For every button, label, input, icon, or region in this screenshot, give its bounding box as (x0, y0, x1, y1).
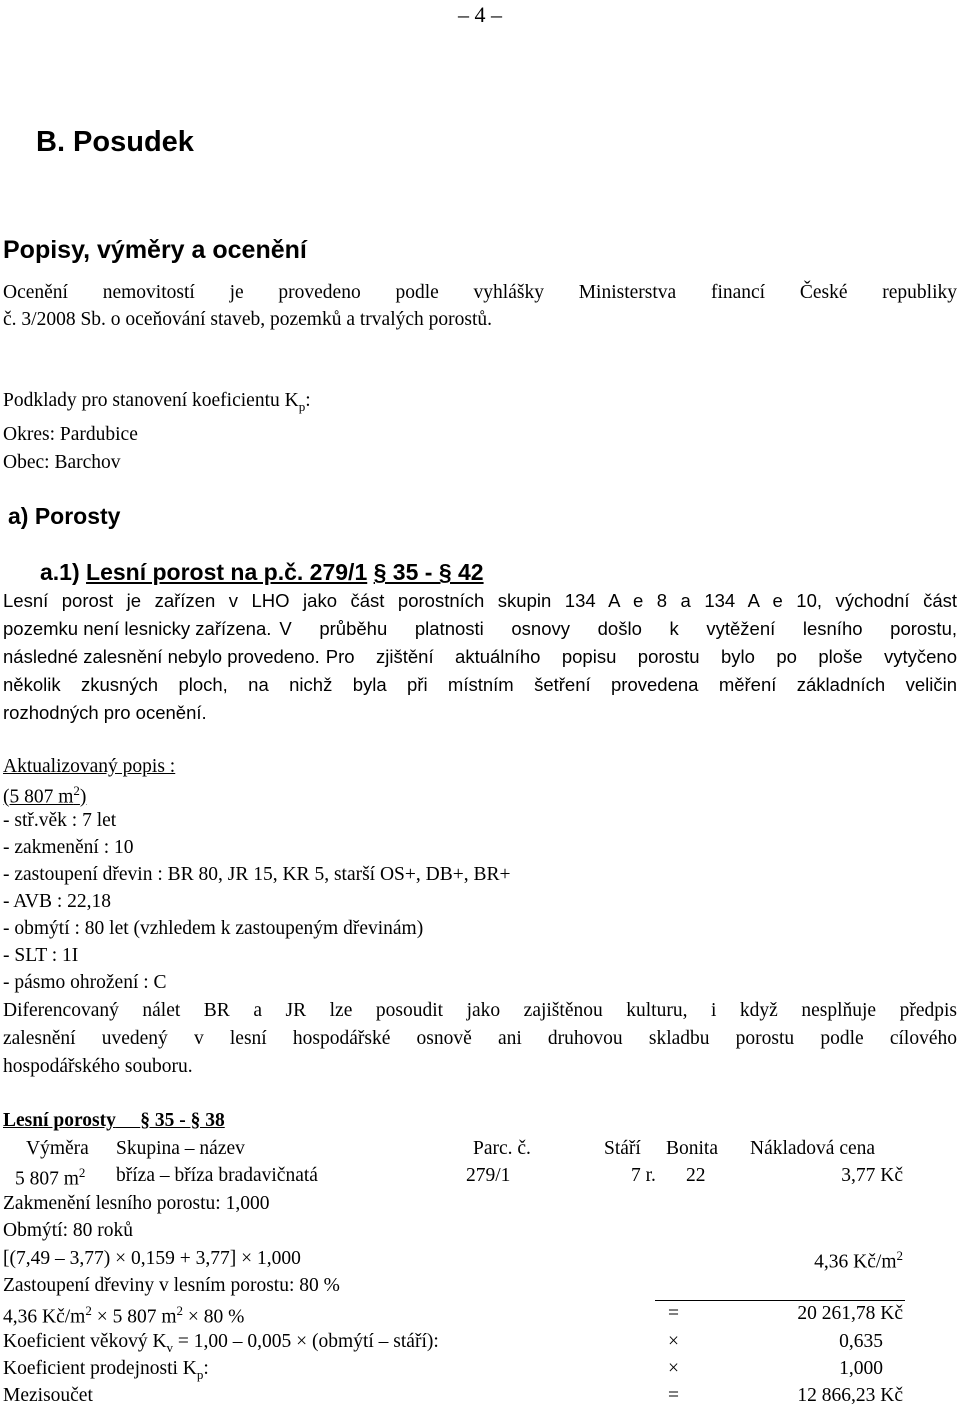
popis-item: - obmýtí : 80 let (vzhledem k zastoupeným dřevinám) (3, 918, 424, 939)
intro-word: republiky (882, 282, 957, 303)
formula-value-sup: 2 (896, 1248, 903, 1263)
formula-line: [(7,49 – 3,77) × 0,159 + 3,77] × 1,000 (3, 1248, 301, 1269)
kp-operator: × (668, 1358, 679, 1379)
product-operator: = (668, 1303, 679, 1324)
product-a: 4,36 Kč/m (3, 1306, 86, 1328)
intro-word: Ocenění (3, 282, 68, 303)
porost-line2-b: V průběhu platnosti osnovy došlo k vytěžení lesního porostu, (279, 618, 957, 639)
lesni-porost-link[interactable]: Lesní porost na p.č. 279/1 (86, 559, 368, 585)
row-vymera-sup: 2 (78, 1165, 86, 1180)
obec-label: Obec: (3, 452, 50, 473)
kp-b: : (203, 1358, 209, 1379)
calc-title-b: § 35 - § 38 (140, 1110, 225, 1131)
row-parc: 279/1 (466, 1165, 511, 1186)
porost-paragraph-line-3 (3, 646, 957, 668)
product-sup-2: 2 (176, 1303, 183, 1318)
obec-line (3, 452, 121, 474)
intro-word: je (229, 282, 244, 303)
kp-title-colon: : (305, 390, 311, 411)
formula-value-text: 4,36 Kč/m (814, 1251, 897, 1273)
porost-line3-a: následné zalesnění nebylo provedeno. (3, 646, 320, 667)
lesni-porost-heading (40, 559, 484, 586)
intro-word: financí (710, 282, 766, 303)
col-header-parc: Parc. č. (473, 1138, 531, 1159)
porost-paragraph-line-2 (3, 618, 957, 640)
kultura-paragraph-line-2: zalesnění uvedený v lesní hospodářské osnově ani druhovou skladbu porostu podle cílového (3, 1028, 957, 1049)
product-b: × 5 807 m (91, 1306, 177, 1328)
section-title: B. Posudek (36, 126, 194, 158)
aktualni-area (3, 783, 86, 809)
calc-title (3, 1110, 225, 1132)
page-number: – 4 – (458, 2, 502, 27)
obec-value: Barchov (54, 452, 121, 473)
okres-line (3, 424, 138, 446)
page-heading: Popisy, výměry a ocenění (3, 236, 307, 264)
aktualni-area-a: (5 807 m (3, 786, 74, 808)
okres-value: Pardubice (59, 424, 138, 445)
zastoupeni-line: Zastoupení dřeviny v lesním porostu: 80 % (3, 1275, 340, 1296)
intro-word: České (799, 282, 848, 303)
kultura-paragraph-line-1: Diferencovaný nálet BR a JR lze posoudit jako zajištěnou kulturu, i když nesplňuje předpis (3, 1000, 957, 1021)
kv-b: = 1,00 – 0,005 × (obmýtí – stáří): (173, 1331, 439, 1352)
kultura-paragraph-line-3: hospodářského souboru. (3, 1056, 193, 1077)
mezisoucet-label: Mezisoučet (3, 1385, 93, 1406)
col-header-vymera: Výměra (26, 1138, 89, 1159)
intro-word: vyhlášky (473, 282, 544, 303)
popis-item: - zastoupení dřevin : BR 80, JR 15, KR 5, starší OS+, DB+, BR+ (3, 864, 511, 885)
kp-title (3, 390, 311, 415)
product-c: × 80 % (183, 1306, 245, 1328)
kv-value: 0,635 (839, 1331, 883, 1352)
porost-paragraph-line-1: Lesní porost je zařízen v LHO jako část porostních skupin 134 A e 8 a 134 A e 10, východní část (3, 590, 957, 611)
porost-paragraph-line-4: několik zkusných ploch, na nichž byla při místním šetření provedena měření základních veličin (3, 674, 957, 695)
porost-paragraph-line-5: rozhodných pro ocenění. (3, 702, 207, 723)
col-header-naklad: Nákladová cena (750, 1138, 876, 1159)
kv-line (3, 1331, 439, 1356)
zakmeneni-line: Zakmenění lesního porostu: 1,000 (3, 1193, 270, 1214)
product-line (3, 1303, 244, 1329)
product-value: 20 261,78 Kč (797, 1303, 903, 1324)
lesni-porost-paragraph: § 35 - § 42 (373, 559, 484, 585)
porost-line2-a: pozemku není lesnicky zařízena. (3, 618, 272, 639)
intro-paragraph-line-2: č. 3/2008 Sb. o oceňování staveb, pozemků a trvalých porostů. (3, 309, 493, 330)
kp-sub: p (196, 1366, 204, 1382)
col-header-bonita: Bonita (666, 1138, 718, 1159)
kv-sub: v (166, 1339, 174, 1355)
product-sup-1: 2 (85, 1303, 92, 1318)
row-bonita: 22 (686, 1165, 706, 1186)
popis-item: - SLT : 1I (3, 945, 79, 966)
row-naklad: 3,77 Kč (841, 1165, 903, 1186)
aktualni-popis-title: Aktualizovaný popis : (3, 756, 176, 777)
intro-paragraph-line-1 (3, 282, 957, 304)
calc-title-a: Lesní porosty (3, 1110, 116, 1131)
col-header-skupina: Skupina – název (116, 1138, 245, 1159)
obmyti-line: Obmýtí: 80 roků (3, 1220, 133, 1241)
popis-item: - AVB : 22,18 (3, 891, 111, 912)
intro-word: provedeno (278, 282, 361, 303)
col-header-stari: Stáří (604, 1138, 641, 1159)
porost-line3-b: Pro zjištění aktuálního popisu porostu bylo po ploše vytyčeno (325, 646, 957, 667)
kp-line (3, 1358, 209, 1383)
kp-value: 1,000 (839, 1358, 883, 1379)
kp-title-sub: p (298, 398, 306, 414)
row-vymera-value: 5 807 m (15, 1168, 79, 1190)
intro-word: podle (395, 282, 439, 303)
popis-item: - pásmo ohrožení : C (3, 972, 167, 993)
kv-operator: × (668, 1331, 679, 1352)
kp-a: Koeficient prodejnosti K (3, 1358, 197, 1379)
mezisoucet-value: 12 866,23 Kč (797, 1385, 903, 1406)
aktualni-area-b: ) (79, 786, 87, 808)
kp-title-text: Podklady pro stanovení koeficientu K (3, 390, 299, 411)
mezisoucet-operator: = (668, 1385, 679, 1406)
lesni-porost-prefix: a.1) (40, 559, 80, 585)
popis-item: - zakmenění : 10 (3, 837, 134, 858)
calc-title-gap (116, 1110, 140, 1131)
formula-value (720, 1248, 903, 1274)
row-skupina: bříza – bříza bradavičnatá (116, 1165, 318, 1186)
okres-label: Okres: (3, 424, 55, 445)
row-stari: 7 r. (631, 1165, 656, 1186)
sum-rule (655, 1300, 905, 1301)
intro-word: Ministerstva (578, 282, 677, 303)
row-vymera (15, 1165, 85, 1191)
kv-a: Koeficient věkový K (3, 1331, 167, 1352)
popis-item: - stř.věk : 7 let (3, 810, 117, 831)
intro-word: nemovitostí (102, 282, 195, 303)
porosty-heading: a) Porosty (8, 503, 121, 529)
aktualni-area-sup: 2 (73, 783, 80, 798)
